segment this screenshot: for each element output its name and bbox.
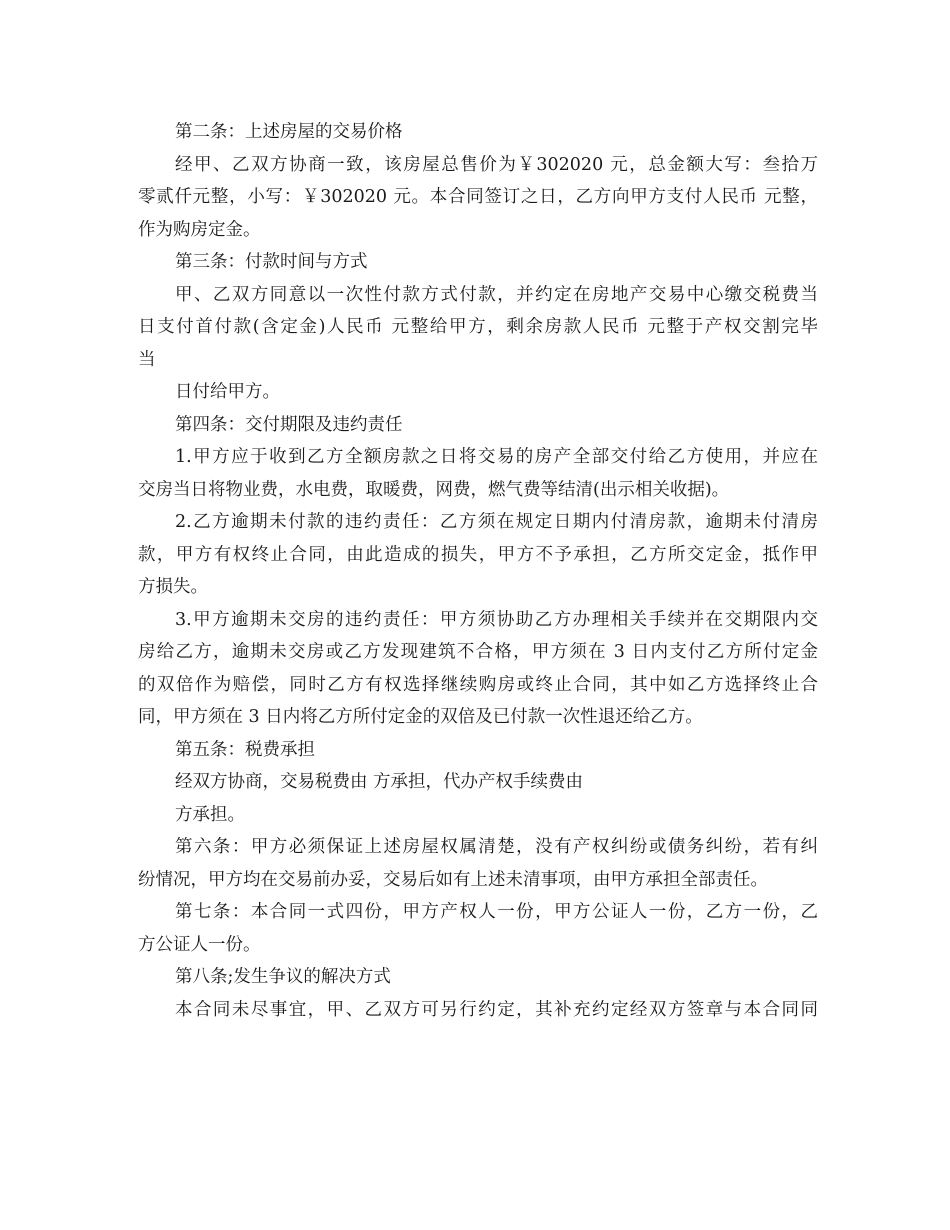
text-line: 2.乙方逾期未付款的违约责任：乙方须在规定日期内付清房款，逾期未付清房 bbox=[175, 512, 818, 532]
article-7-text: 第七条：本合同一式四份，甲方产权人一份，甲方公证人一份，乙方一份，乙 bbox=[175, 902, 818, 922]
text-line: 方公证人一份。 bbox=[138, 934, 261, 955]
text-line: 当 bbox=[138, 349, 156, 370]
text-line: 甲、乙双方同意以一次性付款方式付款，并约定在房地产交易中心缴交税费当 bbox=[175, 284, 818, 305]
text-line: 交房当日将物业费，水电费，取暖费，网费，燃气费等结清(出示相关收据)。 bbox=[138, 479, 730, 500]
text-line: 3.甲方逾期未交房的违约责任：甲方须协助乙方办理相关手续并在交期限内交 bbox=[175, 609, 818, 630]
text-line: 纷情况，甲方均在交易前办妥，交易后如有上述未清事项，由甲方承担全部责任。 bbox=[138, 869, 768, 890]
article-3-heading: 第三条：付款时间与方式 bbox=[175, 252, 368, 272]
text-line: 方损失。 bbox=[138, 577, 208, 597]
text-line: 房给乙方，逾期未交房或乙方发现建筑不合格，甲方须在 3 日内支付乙方所付定金 bbox=[138, 642, 818, 662]
text-line: 经甲、乙双方协商一致，该房屋总售价为￥302020 元，总金额大写：叁拾万 bbox=[175, 154, 818, 175]
text-line: 日支付首付款(含定金)人民币 元整给甲方，剩余房款人民币 元整于产权交割完毕 bbox=[138, 317, 818, 337]
text-line: 的双倍作为赔偿，同时乙方有权选择继续购房或终止合同，其中如乙方选择终止合 bbox=[138, 674, 818, 695]
text-line: 款，甲方有权终止合同，由此造成的损失，甲方不予承担，乙方所交定金，抵作甲 bbox=[138, 544, 818, 565]
text-line: 零贰仟元整，小写：￥302020 元。本合同签订之日，乙方向甲方支付人民币 元整， bbox=[138, 187, 818, 207]
article-2-heading: 第二条：上述房屋的交易价格 bbox=[175, 122, 403, 142]
text-line: 方承担。 bbox=[175, 804, 245, 825]
text-line: 1.甲方应于收到乙方全额房款之日将交易的房产全部交付给乙方使用，并应在 bbox=[175, 447, 818, 467]
text-line: 日付给甲方。 bbox=[175, 382, 280, 402]
article-8-heading: 第八条;发生争议的解决方式 bbox=[175, 967, 391, 987]
contract-text bbox=[138, 116, 818, 1026]
text-line: 作为购房定金。 bbox=[138, 219, 261, 240]
article-6-text: 第六条：甲方必须保证上述房屋权属清楚，没有产权纠纷或债务纠纷，若有纠 bbox=[175, 837, 818, 857]
text-line: 同，甲方须在 3 日内将乙方所付定金的双倍及已付款一次性退还给乙方。 bbox=[138, 707, 703, 727]
text-line: 经双方协商，交易税费由 方承担，代办产权手续费由 bbox=[175, 772, 584, 792]
text-line: 本合同未尽事宜，甲、乙双方可另行约定，其补充约定经双方签章与本合同同 bbox=[175, 999, 818, 1020]
article-5-heading: 第五条：税费承担 bbox=[175, 739, 315, 760]
article-4-heading: 第四条：交付期限及违约责任 bbox=[175, 414, 403, 435]
